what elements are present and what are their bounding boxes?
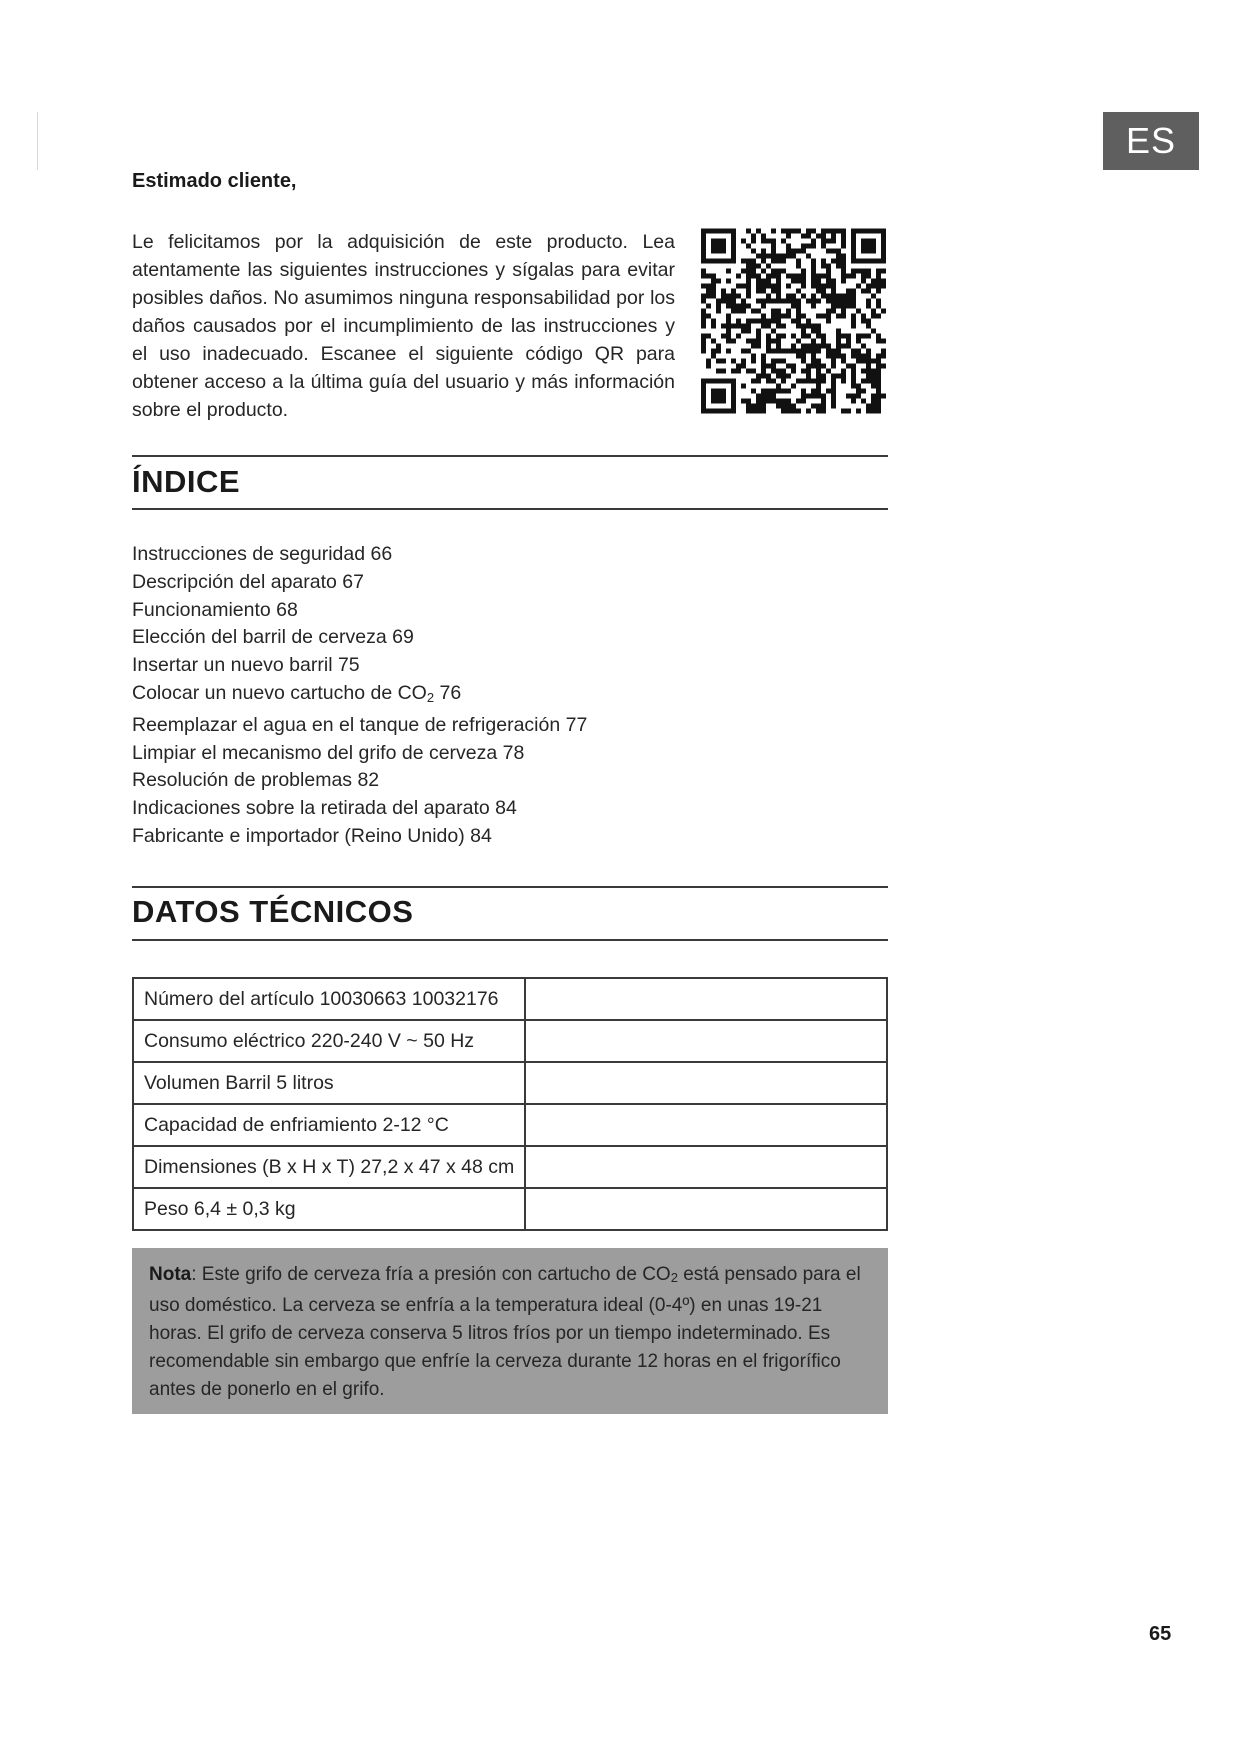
spec-cell: Capacidad de enfriamiento 2-12 °C <box>133 1104 525 1146</box>
specs-table <box>132 977 888 1231</box>
spec-cell: Consumo eléctrico 220-240 V ~ 50 Hz <box>133 1020 525 1062</box>
toc-item: Funcionamiento 68 <box>132 598 298 621</box>
margin-line <box>37 112 38 170</box>
specs-top-rule <box>132 886 888 888</box>
table-row <box>133 1146 887 1188</box>
toc-item: Limpiar el mecanismo del grifo de cerveza 78 <box>132 741 525 764</box>
toc-item: Resolución de problemas 82 <box>132 769 380 792</box>
table-row <box>133 1188 887 1230</box>
toc-item: Colocar un nuevo cartucho de $CO_2$ 76 <box>132 681 462 705</box>
table-row <box>133 1020 887 1062</box>
table-row <box>133 1104 887 1146</box>
table-of-contents <box>132 541 587 851</box>
index-bottom-rule <box>132 508 888 510</box>
toc-item: Descripción del aparato 67 <box>132 570 364 593</box>
spec-cell: Volumen Barril 5 litros <box>133 1062 525 1104</box>
note-box: Nota: Este grifo de cerveza fría a presión con cartucho de $CO_2$ está pensado para el uso doméstico. La cerveza se enfría a la temperatura ideal (0-4º) en unas 19-21 horas. El grifo de cerveza conserva 5 litros fríos por un tiempo indeterminado. Es recomendable sin embargo que enfríe la cerveza durante 12 horas en el frigorífico antes de ponerlo en el grifo. <box>132 1248 888 1414</box>
spec-cell: Peso 6,4 ± 0,3 kg <box>133 1188 525 1230</box>
qr-code <box>701 228 886 414</box>
index-title: ÍNDICE <box>132 464 241 499</box>
page-number: 65 <box>1149 1623 1172 1645</box>
toc-item: Insertar un nuevo barril 75 <box>132 654 360 677</box>
toc-item: Indicaciones sobre la retirada del aparato 84 <box>132 797 517 820</box>
index-top-rule <box>132 455 888 457</box>
table-row <box>133 1062 887 1104</box>
spec-cell: Número del artículo 10030663 10032176 <box>133 978 525 1020</box>
greeting: Estimado cliente, <box>132 170 297 192</box>
toc-item: Reemplazar el agua en el tanque de refrigeración 77 <box>132 713 588 736</box>
specs-title: DATOS TÉCNICOS <box>132 894 414 929</box>
table-row <box>133 978 887 1020</box>
specs-bottom-rule <box>132 939 888 941</box>
toc-item: Instrucciones de seguridad 66 <box>132 543 393 565</box>
intro-paragraph: Le felicitamos por la adquisición de este producto. Lea atentamente las siguientes instrucciones y sígalas para evitar posibles daños. No asumimos ninguna responsabilidad por los daños causados por el incumplimiento de las instrucciones y el uso inadecuado. Escanee el siguiente código QR para obtener acceso a la última guía del usuario y más información sobre el producto. <box>132 231 675 421</box>
toc-item: Fabricante e importador (Reino Unido) 84 <box>132 824 492 847</box>
toc-item: Elección del barril de cerveza 69 <box>132 626 414 649</box>
note-label: Nota <box>149 1264 192 1285</box>
spec-cell: Dimensiones (B x H x T) 27,2 x 47 x 48 cm <box>133 1146 525 1188</box>
language-tab: ES <box>1103 112 1199 170</box>
